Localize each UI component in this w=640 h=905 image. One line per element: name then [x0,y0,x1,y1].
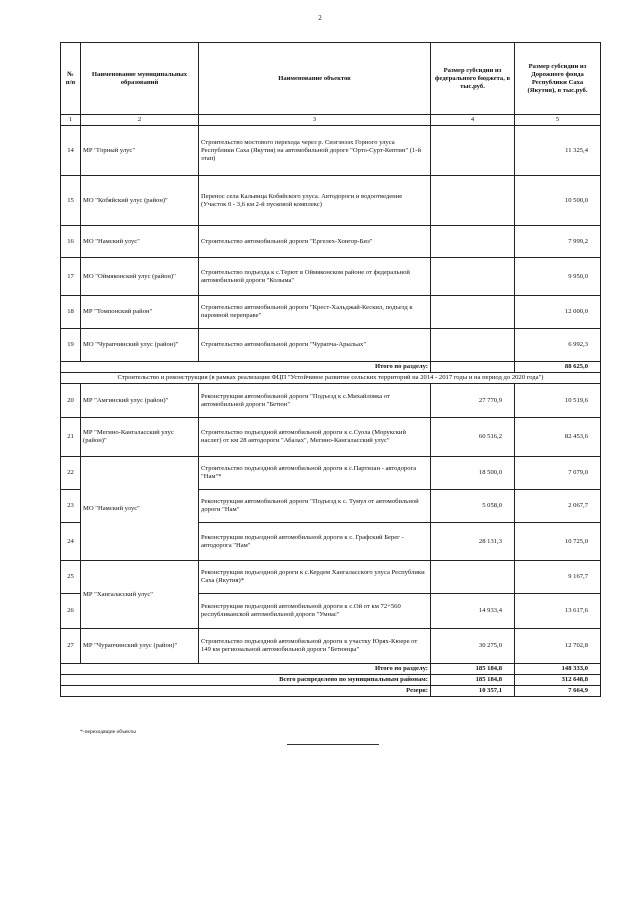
federal-cell [431,176,515,226]
road-fund-cell: 12 000,0 [515,296,601,329]
federal-cell [431,329,515,362]
municipality-cell: МО "Кобяйский улус (район)" [81,176,199,226]
total-road-fund: 312 648,8 [515,675,601,686]
index-cell: 1 [61,115,81,126]
road-fund-cell: 7 079,0 [515,457,601,490]
municipality-cell: МО "Чурапчинский улус (район)" [81,329,199,362]
object-cell: Строительство подъездной автомобильной дороги к с.Партизан - автодорога "Нам"* [199,457,431,490]
header-municipality: Наименование муниципальных образований [81,43,199,115]
municipality-cell: МР "Томпонский район" [81,296,199,329]
federal-cell: 60 516,2 [431,418,515,457]
header-object: Наименование объектов [199,43,431,115]
object-cell: Строительство подъездной автомобильной дороги к с.Суола (Морукский наслег) от км 28 автодороги "Абалах", Мегино-Кангаласский улус" [199,418,431,457]
total-row [61,675,601,686]
table-header-row [61,43,601,115]
road-fund-cell: 11 325,4 [515,126,601,176]
row-number: 14 [61,126,81,176]
table-row [61,457,601,490]
object-cell: Реконструкция подъездной автомобильной дороги к с.Ой от км 72+560 республиканской автомобильной дороги "Умнас" [199,594,431,629]
table-row [61,258,601,296]
row-number: 17 [61,258,81,296]
municipality-cell: МР "Мегино-Кангаласский улус (район)" [81,418,199,457]
municipality-cell: МР "Чурапчинский улус (район)" [81,629,199,664]
reserve-row [61,686,601,697]
row-number: 16 [61,226,81,258]
table-row [61,126,601,176]
federal-cell: 30 275,0 [431,629,515,664]
municipality-cell: МО "Намский улус" [81,226,199,258]
federal-cell [431,296,515,329]
total-federal: 185 184,8 [431,675,515,686]
divider [287,744,379,745]
subtotal-row [61,664,601,675]
table-row [61,561,601,594]
municipality-cell: МР "Хангаласский улус" [81,561,199,629]
header-num: № п/п [61,43,81,115]
column-index-row [61,115,601,126]
road-fund-cell: 13 617,6 [515,594,601,629]
object-cell: Реконструкция подъездной дороги к с.Кердем Хангаласского улуса Республики Саха (Якутия)* [199,561,431,594]
municipality-cell: МО "Намский улус" [81,457,199,561]
road-fund-cell: 7 999,2 [515,226,601,258]
subtotal-row [61,362,601,373]
section-title: Строительство и реконструкция (в рамках реализации ФЦП "Устойчивое развитие сельских территорий на 2014 - 2017 годы и на период до 2020 года") [61,373,601,384]
road-fund-cell: 9 950,0 [515,258,601,296]
road-fund-cell: 12 702,8 [515,629,601,664]
federal-cell: 14 933,4 [431,594,515,629]
reserve-road-fund: 7 664,9 [515,686,601,697]
row-number: 20 [61,384,81,418]
table-row [61,329,601,362]
subtotal-federal [431,362,515,373]
index-cell: 4 [431,115,515,126]
row-number: 21 [61,418,81,457]
road-fund-cell: 10 500,0 [515,176,601,226]
object-cell: Строительство подъездной автомобильной дороги к участку Юрях-Кюере от 149 км региональной автомобильной дороги "Бетюнцы" [199,629,431,664]
object-cell: Строительство автомобильной дороги "Крест-Хальджай-Кескил, подъезд к паромной переправе" [199,296,431,329]
federal-cell: 5 058,0 [431,490,515,523]
municipality-cell: МР "Горный улус" [81,126,199,176]
federal-cell [431,258,515,296]
reserve-label: Резерв: [61,686,431,697]
road-fund-cell: 10 725,0 [515,523,601,561]
object-cell: Реконструкция автомобильной дороги "Подъезд к с. Тумул от автомобильной дороги "Нам" [199,490,431,523]
object-cell: Строительство автомобильной дороги "Ергелех-Хонгор-Биэ" [199,226,431,258]
road-fund-cell: 82 453,6 [515,418,601,457]
municipality-cell: МО "Оймяконский улус (район)" [81,258,199,296]
header-federal-subsidy: Размер субсидии из федерального бюджета, в тыс.руб. [431,43,515,115]
municipality-cell: МР "Амгинский улус (район)" [81,384,199,418]
road-fund-cell: 10 519,6 [515,384,601,418]
road-fund-cell: 2 067,7 [515,490,601,523]
index-cell: 5 [515,115,601,126]
page-number: 2 [318,14,322,22]
section-title-row [61,373,601,384]
object-cell: Строительство подъезда к с.Терют в Оймяконском районе от федеральной автомобильной дороги "Колыма" [199,258,431,296]
row-number: 18 [61,296,81,329]
footnote: *-переходящие объекты [80,729,136,735]
object-cell: Строительство автомобильной дороги "Чурапча-Арыльах" [199,329,431,362]
subtotal-road-fund: 148 333,0 [515,664,601,675]
row-number: 25 [61,561,81,594]
federal-cell: 28 131,3 [431,523,515,561]
federal-cell: 18 500,0 [431,457,515,490]
federal-cell: 27 770,9 [431,384,515,418]
object-cell: Реконструкция автомобильной дороги "Подъезд к с.Михайловка от автомобильной дороги "Бетюн" [199,384,431,418]
subtotal-label: Итого по разделу: [61,664,431,675]
table-row [61,226,601,258]
index-cell: 3 [199,115,431,126]
federal-cell [431,561,515,594]
subtotal-label: Итого по разделу: [61,362,431,373]
reserve-federal: 10 357,1 [431,686,515,697]
row-number: 27 [61,629,81,664]
table-row [61,176,601,226]
subsidy-table [60,42,601,697]
row-number: 24 [61,523,81,561]
index-cell: 2 [81,115,199,126]
table-row [61,418,601,457]
table-row [61,296,601,329]
subtotal-road-fund: 88 625,0 [515,362,601,373]
table-row [61,629,601,664]
header-road-fund-subsidy: Размер субсидии из Дорожного фонда Республики Саха (Якутия), в тыс.руб. [515,43,601,115]
row-number: 15 [61,176,81,226]
table-row [61,384,601,418]
row-number: 26 [61,594,81,629]
federal-cell [431,126,515,176]
row-number: 22 [61,457,81,490]
object-cell: Реконструкция подъездной автомобильной дороги к с. Графский Берег - автодорога "Нам" [199,523,431,561]
road-fund-cell: 6 992,3 [515,329,601,362]
row-number: 19 [61,329,81,362]
total-label: Всего распределено по муниципальным районам: [61,675,431,686]
object-cell: Строительство мостового перехода через р. Сиэгэнээх Горного улуса Республики Саха (Якутия) на автомобильной дороге "Орто-Сурт-Кептин" (1-й этап) [199,126,431,176]
subtotal-federal: 185 184,8 [431,664,515,675]
road-fund-cell: 9 167,7 [515,561,601,594]
federal-cell [431,226,515,258]
row-number: 23 [61,490,81,523]
object-cell: Перенос села Кальвица Кобяйского улуса. Автодороги и водоотведение (Участок 0 - 3,6 км 2-й пусковой комплекс) [199,176,431,226]
